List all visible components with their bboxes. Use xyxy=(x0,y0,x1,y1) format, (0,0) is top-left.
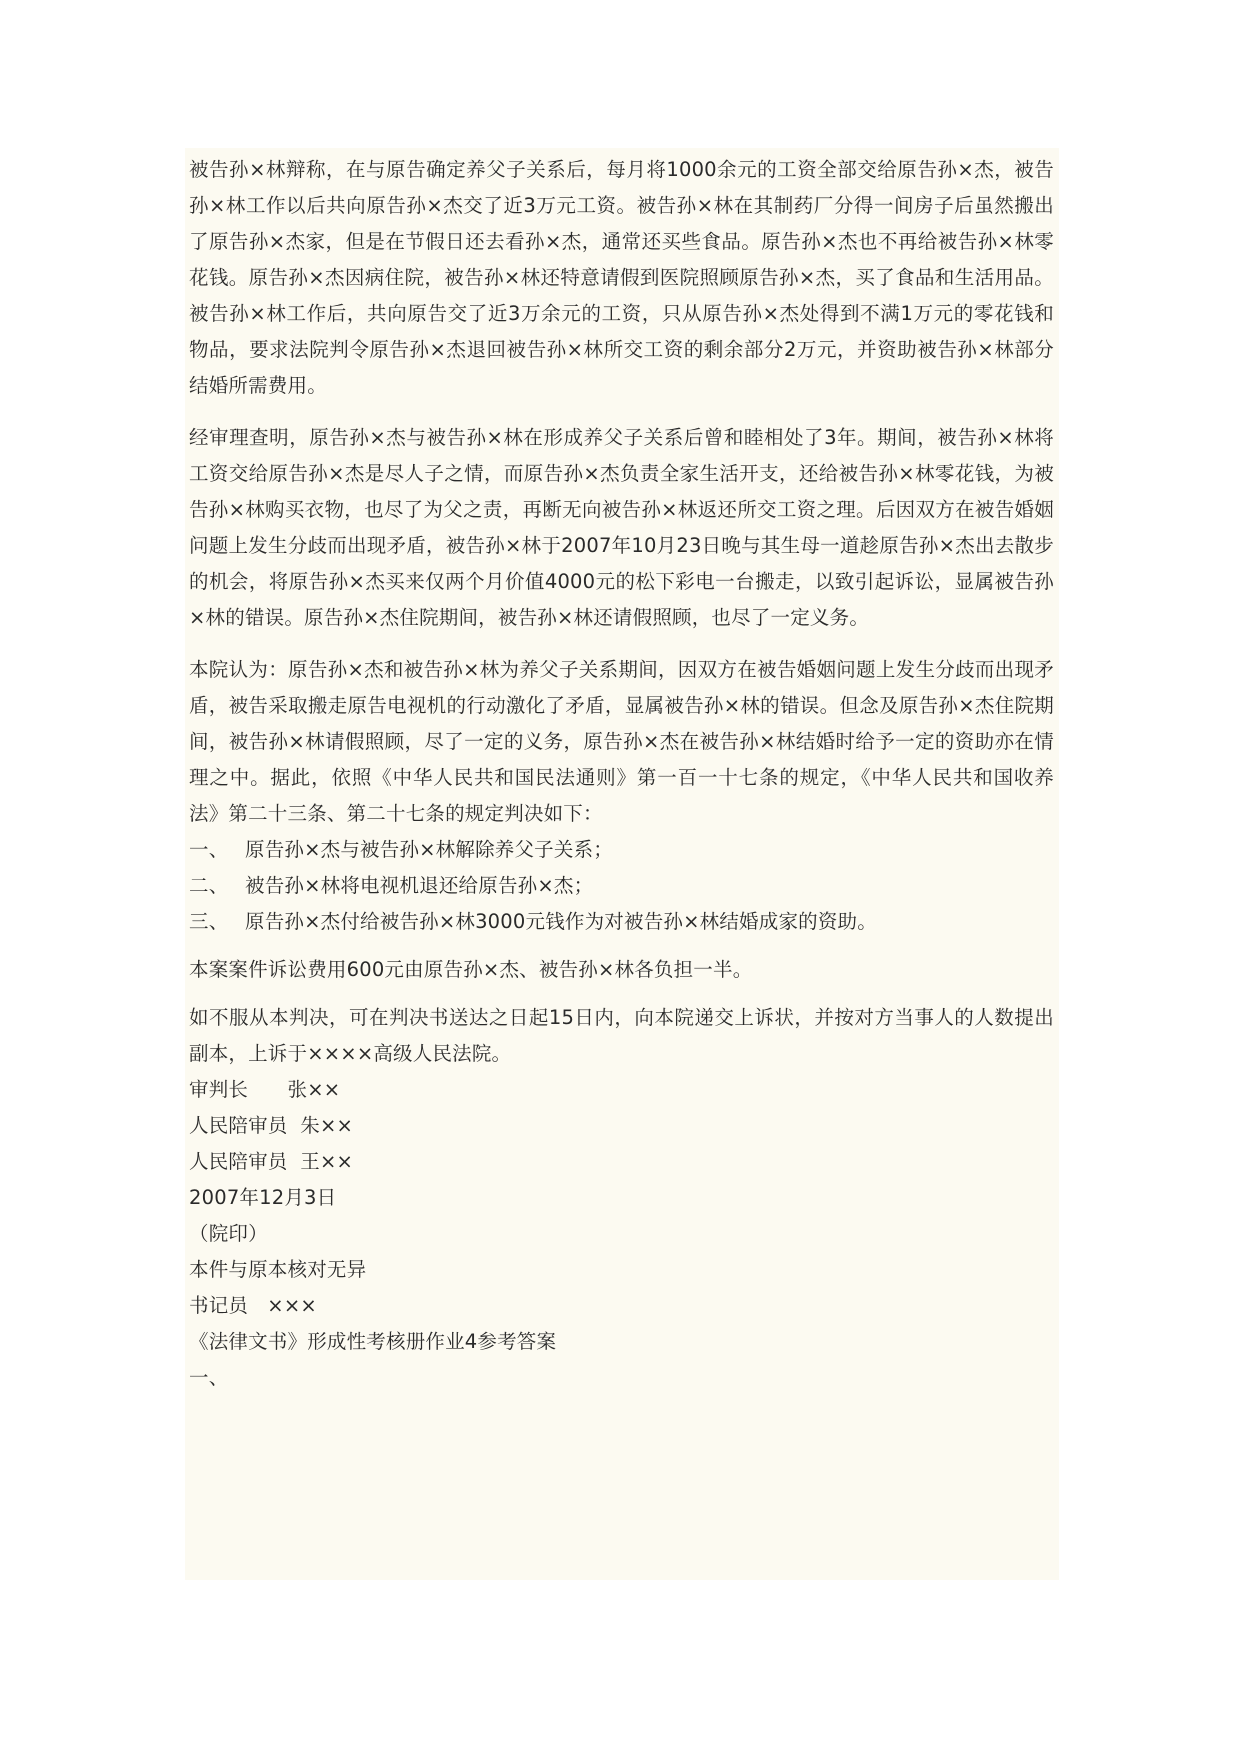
judgment-item-text: 被告孙×林将电视机退还给原告孙×杰； xyxy=(245,874,594,897)
people-juror-signature: 人民陪审员 王×× xyxy=(189,1150,354,1173)
judgment-item-number: 三、 xyxy=(189,910,229,933)
defendant-defense-paragraph: 被告孙×林辩称，在与原告确定养父子关系后，每月将1000余元的工资全部交给原告孙×杰，被告孙×林工作以后共向原告孙×杰交了近3万元工资。被告孙×林在其制药厂分得一间房子后虽然搬出了原告孙×杰家，但是在节假日还去看孙×杰，通常还买些食品。原告孙×杰也不再给被告孙×林零花钱。原告孙×杰因病住院，被告孙×林还特意请假到医院照顾原告孙×杰，买了食品和生活用品。被告孙×林工作后，共向原告交了近3万余元的工资，只从原告孙×杰处得到不满1万元的零花钱和物品，要求法院判令原告孙×杰退回被告孙×林所交工资的剩余部分2万元，并资助被告孙×林部分结婚所需费用。 xyxy=(189,158,1054,397)
judgment-item-text: 原告孙×杰与被告孙×林解除养父子关系； xyxy=(245,838,613,861)
court-findings-paragraph: 经审理查明，原告孙×杰与被告孙×林在形成养父子关系后曾和睦相处了3年。期间，被告孙×林将工资交给原告孙×杰是尽人子之情，而原告孙×杰负责全家生活开支，还给被告孙×林零花钱，为被告孙×林购买衣物，也尽了为父之责，再断无向被告孙×林返还所交工资之理。后因双方在被告婚姻问题上发生分歧而出现矛盾，被告孙×林于2007年10月23日晚与其生母一道趁原告孙×杰出去散步的机会，将原告孙×杰买来仅两个月价值4000元的松下彩电一台搬走，以致引起诉讼，显属被告孙×林的错误。原告孙×杰住院期间，被告孙×林还请假照顾，也尽了一定义务。 xyxy=(189,426,1054,629)
judgment-item xyxy=(189,868,1054,904)
court-seal-note: （院印） xyxy=(189,1222,268,1245)
litigation-costs-paragraph: 本案案件诉讼费用600元由原告孙×杰、被告孙×林各负担一半。 xyxy=(189,958,753,981)
people-juror-signature: 人民陪审员 朱×× xyxy=(189,1114,354,1137)
court-opinion-paragraph: 本院认为：原告孙×杰和被告孙×林为养父子关系期间，因双方在被告婚姻问题上发生分歧而出现矛盾，被告采取搬走原告电视机的行动激化了矛盾，显属被告孙×林的错误。但念及原告孙×杰住院期间，被告孙×林请假照顾，尽了一定的义务，原告孙×杰在被告孙×林结婚时给予一定的资助亦在情理之中。据此，依照《中华人民共和国民法通则》第一百一十七条的规定，《中华人民共和国收养法》第二十三条、第二十七条的规定判决如下： xyxy=(189,658,1054,825)
judgment-date: 2007年12月3日 xyxy=(189,1186,337,1209)
judgment-item-text: 原告孙×杰付给被告孙×林3000元钱作为对被告孙×林结婚成家的资助。 xyxy=(245,910,877,933)
document-content xyxy=(189,152,1054,1396)
clerk-signature: 书记员 ××× xyxy=(189,1294,317,1317)
judgment-item xyxy=(189,832,1054,868)
judgment-item-number: 一、 xyxy=(189,838,229,861)
appeal-notice-paragraph: 如不服从本判决，可在判决书送达之日起15日内，向本院递交上诉状，并按对方当事人的人数提出副本，上诉于××××高级人民法院。 xyxy=(189,1006,1054,1065)
verification-note: 本件与原本核对无异 xyxy=(189,1258,367,1281)
judgment-item-number: 二、 xyxy=(189,874,229,897)
next-assignment-title: 《法律文书》形成性考核册作业4参考答案 xyxy=(189,1330,557,1353)
chief-judge-signature: 审判长 张×× xyxy=(189,1078,341,1101)
next-section-number: 一、 xyxy=(189,1366,229,1389)
judgment-item xyxy=(189,904,1054,940)
